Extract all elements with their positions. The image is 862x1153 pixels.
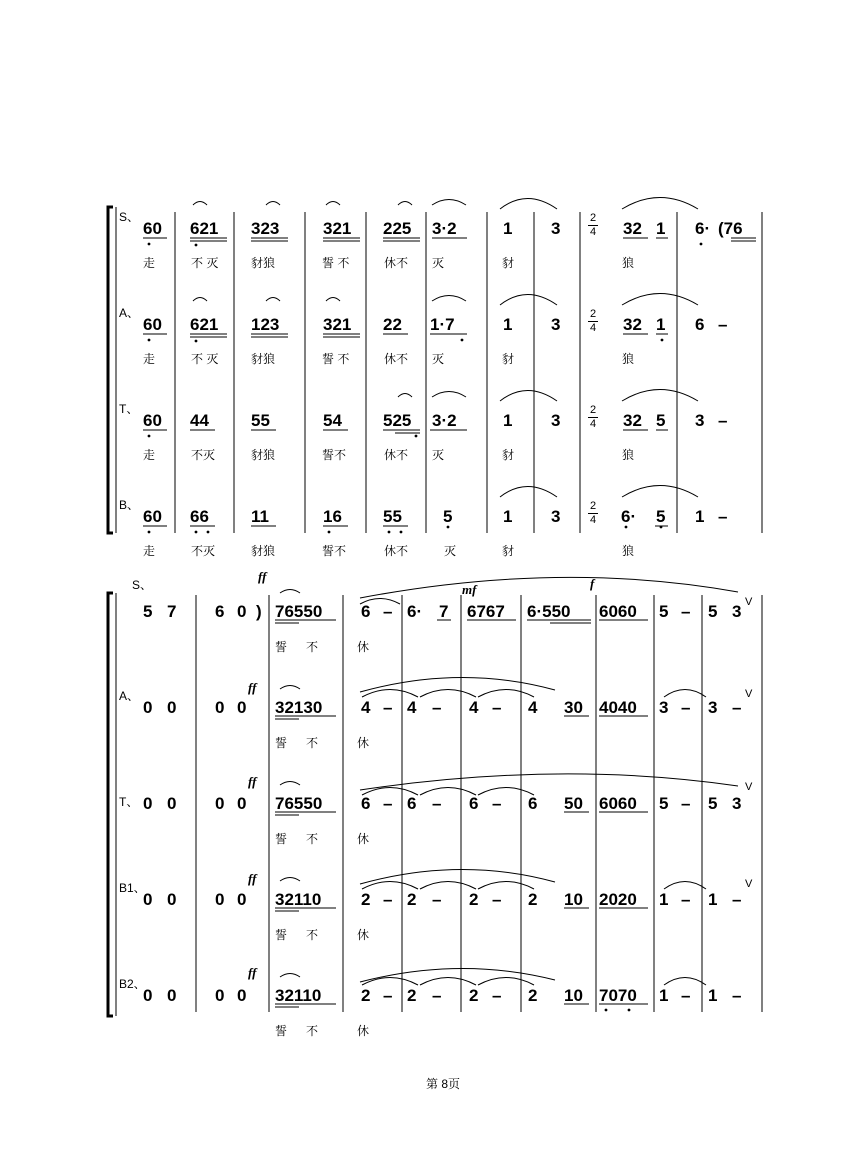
lyric: 誓 不 <box>322 256 350 270</box>
note: 5 <box>659 602 669 621</box>
note: 1 <box>659 890 669 909</box>
note: 0 <box>167 698 177 717</box>
note: 6· <box>407 602 423 621</box>
note: 4 <box>528 698 538 717</box>
note: 1 <box>503 411 513 430</box>
time-signature: 2 4 <box>589 212 597 238</box>
note: 6·550 <box>527 602 571 621</box>
lyric: 不 <box>306 832 319 846</box>
dynamic-ff: ff <box>258 569 267 584</box>
lyric: 不灭 <box>191 544 216 558</box>
note: – <box>718 411 728 430</box>
note: 54 <box>323 411 342 430</box>
time-signature: 2 4 <box>589 500 597 526</box>
note: 32 <box>623 219 642 238</box>
part-label-bass1: B1、 <box>119 881 146 895</box>
lyric: 豺狼 <box>251 256 276 270</box>
note: 0 <box>143 794 153 813</box>
time-signature: 2 4 <box>589 404 597 430</box>
note: 3·2 <box>432 219 457 238</box>
lyric: 休 <box>357 928 370 942</box>
part-label-tenor: T、 <box>119 795 139 809</box>
part-label-alto: A、 <box>119 306 140 320</box>
lyric: 誓 <box>275 736 288 750</box>
lyric: 誓 <box>275 928 288 942</box>
lyric: 不 <box>306 1024 319 1038</box>
lyric: 誓 <box>275 1024 288 1038</box>
note: 60 <box>143 507 162 526</box>
note: 0 <box>237 794 247 813</box>
page-number: 第 8页 <box>426 1077 461 1091</box>
note: 0 <box>167 890 177 909</box>
lyric: 狼 <box>622 256 635 270</box>
system2-bracket <box>108 593 113 1016</box>
note: – <box>718 315 728 334</box>
note: 30 <box>564 698 583 717</box>
time-signature: 2 4 <box>589 308 597 334</box>
lyric: 灭 <box>444 544 457 558</box>
note: 5 <box>708 794 718 813</box>
note: 4040 <box>599 698 637 717</box>
note: 5 <box>143 602 153 621</box>
lyric: 狼 <box>622 352 635 366</box>
note: – <box>383 602 393 621</box>
note: 0 <box>215 698 225 717</box>
dynamic-ff: ff <box>248 871 257 886</box>
note: – <box>732 986 742 1005</box>
lyric: 走 <box>143 448 156 462</box>
note: – <box>681 794 691 813</box>
note: 621 <box>190 219 219 238</box>
note: 321 <box>323 315 352 334</box>
lyric: 誓不 <box>322 544 347 558</box>
lyric: 豺狼 <box>251 544 276 558</box>
underlines-system1 <box>143 238 756 526</box>
note: 55 <box>251 411 270 430</box>
note: 2 <box>469 890 479 909</box>
note: 1 <box>708 890 718 909</box>
lyric: 走 <box>143 256 156 270</box>
note: 2 <box>407 986 417 1005</box>
lyric: 豺狼 <box>251 448 276 462</box>
note: 32 <box>623 315 642 334</box>
note: 3 <box>732 794 742 813</box>
breath-mark: V <box>745 878 753 890</box>
part-label-bass2: B2、 <box>119 977 146 991</box>
breath-mark: V <box>745 596 753 608</box>
note: 0 <box>237 890 247 909</box>
note: 5 <box>656 507 666 526</box>
note: 55 <box>383 507 402 526</box>
note: – <box>432 890 442 909</box>
note: 123 <box>251 315 280 334</box>
note: 2 <box>469 986 479 1005</box>
note: 5 <box>708 602 718 621</box>
note: – <box>718 507 728 526</box>
note: 3 <box>551 315 561 334</box>
note: (76 <box>718 219 743 238</box>
note: 6· <box>621 507 637 526</box>
note: 60 <box>143 411 162 430</box>
note: 525 <box>383 411 412 430</box>
note: – <box>492 794 502 813</box>
note: 3 <box>551 507 561 526</box>
note: 2 <box>528 986 538 1005</box>
lyric: 休 <box>357 832 370 846</box>
note: – <box>492 986 502 1005</box>
note: 60 <box>143 315 162 334</box>
lyric: 休 <box>357 1024 370 1038</box>
dynamic-f: f <box>590 576 595 591</box>
note: 1 <box>695 507 705 526</box>
note: ) <box>256 602 262 621</box>
part-label-soprano: S、 <box>132 578 153 592</box>
lyric: 休不 <box>384 544 409 558</box>
note: 0 <box>215 986 225 1005</box>
lyric: 不灭 <box>191 448 216 462</box>
note: 6 <box>528 794 538 813</box>
note: 6 <box>469 794 479 813</box>
note: 0 <box>237 698 247 717</box>
lyric: 誓不 <box>322 448 347 462</box>
note: – <box>681 986 691 1005</box>
lyric: 豺 <box>502 256 515 270</box>
part-label-soprano: S、 <box>119 210 140 224</box>
note: 7 <box>439 602 449 621</box>
note: 2 <box>528 890 538 909</box>
lyric: 狼 <box>622 544 635 558</box>
note: 3 <box>732 602 742 621</box>
note: – <box>383 794 393 813</box>
note: 1 <box>503 507 513 526</box>
dynamic-ff: ff <box>248 774 257 789</box>
lyric: 豺 <box>502 544 515 558</box>
note: 1 <box>503 219 513 238</box>
note: 3 <box>708 698 718 717</box>
note: – <box>383 698 393 717</box>
note: 2 <box>361 986 371 1005</box>
dynamic-mf: mf <box>462 582 477 597</box>
note: 0 <box>143 890 153 909</box>
note: – <box>432 986 442 1005</box>
note: 2 <box>407 890 417 909</box>
lyric: 狼 <box>622 448 635 462</box>
note: 16 <box>323 507 342 526</box>
note: 32130 <box>275 698 323 717</box>
note: – <box>383 986 393 1005</box>
note: 2 <box>361 890 371 909</box>
note: 0 <box>143 986 153 1005</box>
lyric: 豺 <box>502 352 515 366</box>
lyric: 灭 <box>432 256 445 270</box>
note: 4 <box>407 698 417 717</box>
note: 32 <box>623 411 642 430</box>
note: 4 <box>469 698 479 717</box>
note: 0 <box>167 986 177 1005</box>
lyric: 休不 <box>384 256 409 270</box>
note: 0 <box>237 986 247 1005</box>
note: 4 <box>361 698 371 717</box>
lyric: 不 灭 <box>191 352 219 366</box>
note: 0 <box>215 890 225 909</box>
note: 3·2 <box>432 411 457 430</box>
note: 6 <box>361 794 371 813</box>
note: 1 <box>656 219 666 238</box>
note: – <box>732 698 742 717</box>
note: 321 <box>323 219 352 238</box>
note: 22 <box>383 315 402 334</box>
note: 3 <box>695 411 705 430</box>
note: 1 <box>659 986 669 1005</box>
note: – <box>383 890 393 909</box>
note: 44 <box>190 411 209 430</box>
note: 10 <box>564 986 583 1005</box>
lyric: 誓 <box>275 832 288 846</box>
note: 2020 <box>599 890 637 909</box>
lyric: 不 <box>306 928 319 942</box>
note: – <box>492 698 502 717</box>
lyric: 不 灭 <box>191 256 219 270</box>
note: – <box>432 794 442 813</box>
lyric: 走 <box>143 352 156 366</box>
breath-mark: V <box>745 688 753 700</box>
lyric: 灭 <box>432 448 445 462</box>
note: 66 <box>190 507 209 526</box>
note: 11 <box>251 507 269 526</box>
slurs-system2 <box>280 577 738 985</box>
breath-mark: V <box>745 781 753 793</box>
note: 0 <box>215 794 225 813</box>
lyric: 休 <box>357 736 370 750</box>
lyric: 誓 不 <box>322 352 350 366</box>
note: 6 <box>695 315 705 334</box>
note: 6 <box>215 602 225 621</box>
part-label-tenor: T、 <box>119 402 139 416</box>
note: 6 <box>361 602 371 621</box>
lyric: 休不 <box>384 448 409 462</box>
note: 1 <box>656 315 666 334</box>
note: – <box>681 698 691 717</box>
note: 1 <box>708 986 718 1005</box>
note: 3 <box>659 698 669 717</box>
note: 5 <box>656 411 666 430</box>
note: 76550 <box>275 794 323 813</box>
note: 6767 <box>467 602 505 621</box>
note: 76550 <box>275 602 323 621</box>
note: 1 <box>503 315 513 334</box>
lyric: 灭 <box>432 352 445 366</box>
note: 0 <box>237 602 247 621</box>
note: 621 <box>190 315 219 334</box>
lyric: 休 <box>357 640 370 654</box>
note: 0 <box>167 794 177 813</box>
note: 60 <box>143 219 162 238</box>
note: 5 <box>659 794 669 813</box>
part-label-alto: A、 <box>119 689 140 703</box>
note: 32110 <box>275 986 322 1005</box>
system1-bracket <box>108 207 113 533</box>
note: 6060 <box>599 794 637 813</box>
part-label-bass: B、 <box>119 498 140 512</box>
lyric: 豺 <box>502 448 515 462</box>
note: 6060 <box>599 602 637 621</box>
note: – <box>681 890 691 909</box>
dynamic-ff: ff <box>248 680 257 695</box>
note: 3 <box>551 411 561 430</box>
note: 6· <box>695 219 711 238</box>
lyric: 休不 <box>384 352 409 366</box>
note: 7070 <box>599 986 637 1005</box>
lyric: 誓 <box>275 640 288 654</box>
note: 50 <box>564 794 583 813</box>
note: 7 <box>167 602 177 621</box>
lyric: 不 <box>306 640 319 654</box>
note: 1·7 <box>430 315 455 334</box>
dynamic-ff: ff <box>248 965 257 980</box>
lyric: 走 <box>143 544 156 558</box>
lyric: 不 <box>306 736 319 750</box>
note: – <box>681 602 691 621</box>
note: – <box>492 890 502 909</box>
note: 6 <box>407 794 417 813</box>
note: 3 <box>551 219 561 238</box>
note: 5 <box>443 507 453 526</box>
note: 10 <box>564 890 583 909</box>
note: 225 <box>383 219 412 238</box>
note: 0 <box>143 698 153 717</box>
note: 32110 <box>275 890 322 909</box>
lyric: 豺狼 <box>251 352 276 366</box>
note: – <box>432 698 442 717</box>
note: 323 <box>251 219 280 238</box>
note: – <box>732 890 742 909</box>
